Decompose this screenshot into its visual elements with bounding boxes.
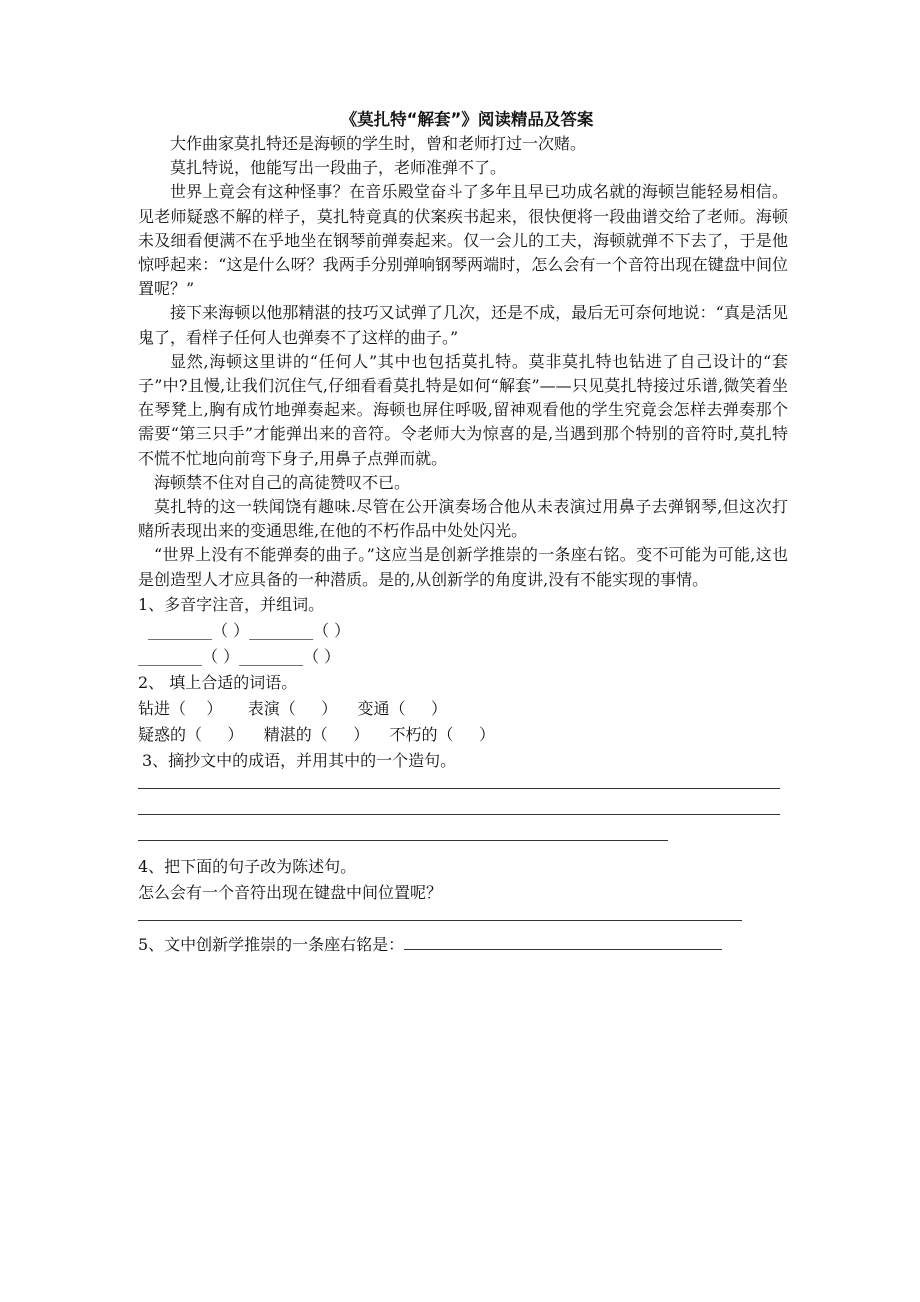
question-3-answer-line-1[interactable] [138, 774, 788, 800]
paragraph-7: 莫扎特的这一轶闻饶有趣味.尽管在公开演奏场合他从未表演过用鼻子去弹钢琴,但这次打赌所表现出来的变通思维,在他的不朽作品中处处闪光。 [138, 497, 788, 541]
question-1-answer-row-2[interactable]: ________（ ）________（ ） [138, 646, 341, 666]
question-5-answer-blank[interactable] [404, 935, 722, 950]
page-title: 《莫扎特“解套”》阅读精品及答案 [340, 110, 594, 129]
question-4-sentence: 怎么会有一个音符出现在键盘中间位置呢？ [138, 882, 443, 902]
paragraph-4: 接下来海顿以他那精湛的技巧又试弹了几次，还是不成，最后无可奈何地说：“真是活见鬼了，看样子任何人也弹奏不了这样的曲子。” [138, 303, 788, 347]
question-2-answer-row-1[interactable]: 钻进（ ） 表演（ ） 变通（ ） [138, 698, 447, 718]
question-4-answer-line[interactable] [138, 906, 788, 932]
question-1-prompt: 1、多音字注音，并组词。 [138, 594, 325, 614]
paragraph-2: 莫扎特说，他能写出一段曲子，老师准弹不了。 [170, 158, 507, 178]
question-5-prompt: 5、文中创新学推崇的一条座右铭是： [138, 934, 405, 954]
question-5-row [138, 932, 788, 958]
question-1-answer-row-1[interactable]: ________（ ）________（ ） [148, 620, 351, 640]
document-page [138, 108, 788, 958]
paragraph-6: 海顿禁不住对自己的高徒赞叹不已。 [154, 472, 411, 492]
question-4-prompt: 4、把下面的句子改为陈述句。 [138, 856, 357, 876]
paragraph-5: 显然,海顿这里讲的“任何人”其中也包括莫扎特。莫非莫扎特也钻进了自己设计的“套子”中?且慢,让我们沉住气,仔细看看莫扎特是如何“解套”——只见莫扎特接过乐谱,微笑着坐在琴凳上,胸有成竹地弹奏起来。海顿也屏住呼吸,留神观看他的学生究竟会怎样去弹奏那个需要“第三只手”才能弹出来的音符。令老师大为惊喜的是,当遇到那个特别的音符时,莫扎特不慌不忙地向前弯下身子,用鼻子点弹而就。 [138, 351, 788, 468]
question-3-answer-line-3[interactable] [138, 826, 788, 852]
paragraph-3: 世界上竟会有这种怪事？在音乐殿堂奋斗了多年且早已功成名就的海顿岂能轻易相信。见老师疑惑不解的样子，莫扎特竟真的伏案疾书起来，很快便将一段曲谱交给了老师。海顿未及细看便满不在乎地坐在钢琴前弹奏起来。仅一会儿的工夫，海顿就弹不下去了，于是他惊呼起来：“这是什么呀？我两手分别弹响钢琴两端时，怎么会有一个音符出现在键盘中间位置呢？” [138, 182, 788, 299]
paragraph-1: 大作曲家莫扎特还是海顿的学生时，曾和老师打过一次赌。 [170, 134, 587, 153]
paragraph-8: “世界上没有不能弹奏的曲子。”这应当是创新学推崇的一条座右铭。变不可能为可能,这也是创造型人才应具备的一种潜质。是的,从创新学的角度讲,没有不能实现的事情。 [138, 545, 788, 589]
question-2-prompt: 2、 填上合适的词语。 [138, 672, 298, 692]
question-2-answer-row-2[interactable]: 疑惑的（ ） 精湛的（ ） 不朽的（ ） [138, 724, 495, 744]
question-3-answer-line-2[interactable] [138, 800, 788, 826]
question-3-prompt: 3、摘抄文中的成语，并用其中的一个造句。 [142, 750, 457, 770]
